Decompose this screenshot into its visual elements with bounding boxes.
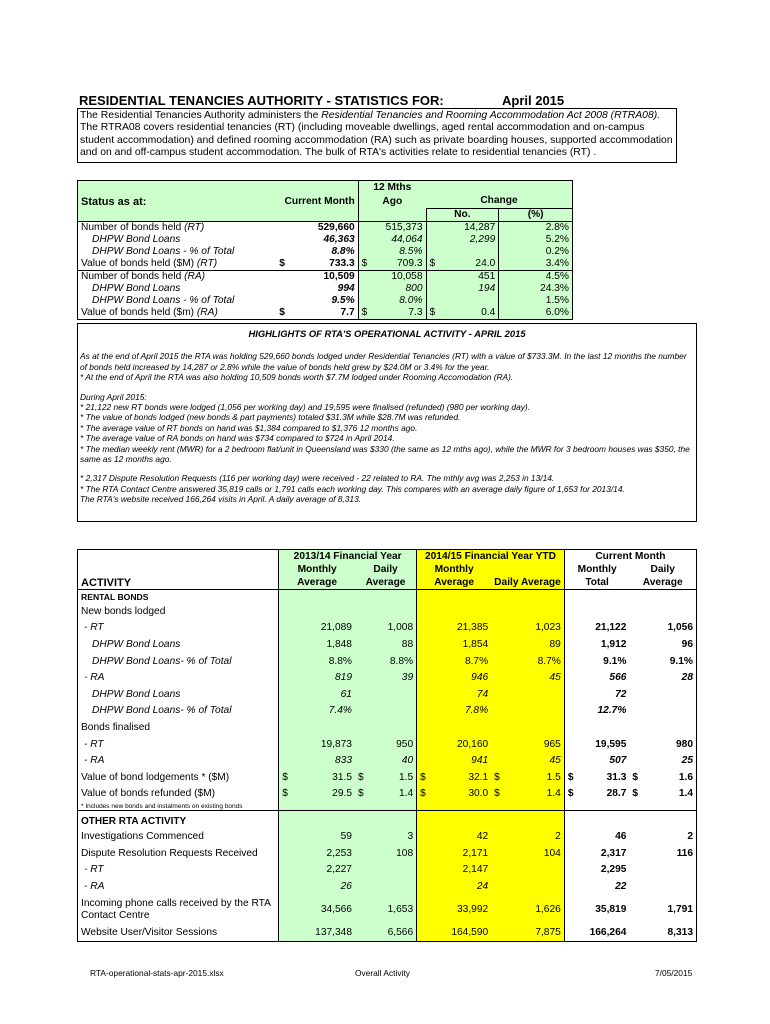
- row-value: [564, 603, 629, 620]
- row-value: 950: [355, 736, 417, 753]
- rental-bond-row: [78, 736, 697, 753]
- row-value: 137,348: [279, 925, 355, 942]
- row-value: 2,147: [417, 861, 492, 878]
- row-value: 980: [629, 736, 696, 753]
- row-value: 1,791: [629, 895, 696, 925]
- highlight-para: * The average value of RT bonds on hand was $1,384 compared to $1,376 12 months ago.: [80, 422, 418, 433]
- row-value: [355, 878, 417, 895]
- rental-bond-row: [78, 603, 697, 620]
- row-label: - RT: [78, 736, 279, 753]
- row-value: [491, 703, 564, 720]
- status-change-pct: 24.3%: [499, 283, 573, 295]
- row-value: $ 1.4: [491, 786, 564, 803]
- row-value: $ 31.3: [564, 769, 629, 786]
- status-change-no: 451: [426, 271, 499, 284]
- row-value: 1,056: [629, 620, 696, 637]
- status-current: 9.5%: [276, 295, 358, 307]
- row-value: 2: [491, 828, 564, 845]
- row-value: 2,295: [564, 861, 629, 878]
- status-change-pct: 0.2%: [499, 246, 573, 258]
- intro-text: The Residential Tenancies Authority administers the Residential Tenancies and Rooming Accommodation Act 2008 (RTRA08). The RTRA08 covers residential tenancies (RT) (including moveable dwellings, aged rental accommodation and on-campus student accommodation) and defined rooming accommodation (RA) such as private boarding houses, supported accommodation and on and off-campus student accommodation. The bulk of RTA's activities relate to residential tenancies (RT) .: [77, 108, 677, 163]
- row-value: 833: [279, 752, 355, 769]
- row-value: [491, 861, 564, 878]
- row-value: 946: [417, 669, 492, 686]
- row-value: 1,008: [355, 620, 417, 637]
- highlight-para: * 2,317 Dispute Resolution Requests (116 per working day) were received - 22 related to RA. The mthly avg was 2,253 in 13/14.: [80, 473, 555, 484]
- row-value: $ 1.4: [355, 786, 417, 803]
- status-row: [78, 283, 573, 295]
- col-12m-header: 12 Mths: [358, 181, 426, 195]
- row-label: DHPW Bond Loans: [78, 686, 279, 703]
- row-value: 61: [279, 686, 355, 703]
- highlight-para: * The value of bonds lodged (new bonds & part payments) totaled $31.3M while $28.7M was refunded.: [80, 412, 461, 423]
- row-value: $ 28.7: [564, 786, 629, 803]
- row-value: 108: [355, 845, 417, 862]
- status-row: [78, 246, 573, 258]
- highlight-para: * At the end of April the RTA was also holding 10,509 bonds worth $7.7M lodged under Rooming Accomodation (RA).: [80, 372, 514, 383]
- row-value: 28: [629, 669, 696, 686]
- row-value: 7.4%: [279, 703, 355, 720]
- status-current: 46,363: [276, 234, 358, 246]
- row-value: 24: [417, 878, 492, 895]
- row-value: 21,385: [417, 620, 492, 637]
- row-value: 164,590: [417, 925, 492, 942]
- status-ago: 8.5%: [358, 246, 426, 258]
- row-value: [355, 861, 417, 878]
- row-value: 1,848: [279, 636, 355, 653]
- footer-sheet: Overall Activity: [355, 968, 410, 978]
- rental-bond-row: [78, 786, 697, 803]
- row-value: 8.8%: [279, 653, 355, 670]
- row-value: 1,023: [491, 620, 564, 637]
- status-current: $ 733.3: [276, 258, 358, 271]
- row-label: - RA: [78, 752, 279, 769]
- row-label: - RA: [78, 669, 279, 686]
- row-label: - RA: [78, 878, 279, 895]
- row-value: $ 32.1: [417, 769, 492, 786]
- row-label: Investigations Commenced: [78, 828, 279, 845]
- row-value: 25: [629, 752, 696, 769]
- status-ago: $ 709.3: [358, 258, 426, 271]
- row-value: [355, 703, 417, 720]
- row-label: Value of bonds refunded ($M): [78, 786, 279, 803]
- section-rental-bonds: RENTAL BONDS: [78, 590, 279, 604]
- status-ago: 515,373: [358, 222, 426, 235]
- row-label: Website User/Visitor Sessions: [78, 925, 279, 942]
- status-ago: $ 7.3: [358, 307, 426, 320]
- status-row-label: Value of bonds held ($m) (RA): [78, 307, 277, 320]
- row-value: 819: [279, 669, 355, 686]
- status-change-no: [426, 246, 499, 258]
- row-value: 19,595: [564, 736, 629, 753]
- row-value: 8,313: [629, 925, 696, 942]
- status-row-label: Value of bonds held ($M) (RT): [78, 258, 277, 271]
- row-value: 34,566: [279, 895, 355, 925]
- row-value: [629, 703, 696, 720]
- status-row: [78, 295, 573, 307]
- status-row-label: DHPW Bond Loans - % of Total: [78, 246, 277, 258]
- highlight-para: * The median weekly rent (MWR) for a 2 bedroom flat/unit in Queensland was $330 (the same as 12 mths ago), while the MWR for 3 bedroom houses was $350, the same as 12 months ago.: [80, 443, 690, 465]
- row-value: [629, 686, 696, 703]
- row-value: 1,626: [491, 895, 564, 925]
- rental-bond-row: [78, 769, 697, 786]
- row-value: 96: [629, 636, 696, 653]
- page-title: RESIDENTIAL TENANCIES AUTHORITY - STATISTICS FOR:: [79, 93, 444, 108]
- rental-bond-row: [78, 669, 697, 686]
- row-value: 89: [491, 636, 564, 653]
- highlights-heading: HIGHLIGHTS OF RTA'S OPERATIONAL ACTIVITY - APRIL 2015: [248, 328, 526, 339]
- row-value: [629, 878, 696, 895]
- row-value: 566: [564, 669, 629, 686]
- row-value: 2,317: [564, 845, 629, 862]
- rental-bond-row: [78, 653, 697, 670]
- row-value: 88: [355, 636, 417, 653]
- status-ago: 44,064: [358, 234, 426, 246]
- highlight-para: As at the end of April 2015 the RTA was holding 529,660 bonds lodged under Residential Tenancies (RT) with a value of $733.3M. In the last 12 months the number of bonds held increased by 14,287 or 2.8% while the value of bonds held grew by $24.0M or 3.4% for the year.: [80, 351, 687, 372]
- row-value: 104: [491, 845, 564, 862]
- row-value: [355, 603, 417, 620]
- row-value: 46: [564, 828, 629, 845]
- status-row: [78, 258, 573, 271]
- status-change-no: [426, 295, 499, 307]
- row-label: Value of bond lodgements * ($M): [78, 769, 279, 786]
- other-activity-row: [78, 861, 697, 878]
- rental-bond-row: [78, 620, 697, 637]
- highlight-para: * The RTA Contact Centre answered 35,819 calls or 1,791 calls each working day. This compares with an average daily figure of 1,653 for 2013/14.: [80, 483, 625, 494]
- row-value: [279, 603, 355, 620]
- row-value: $ 31.5: [279, 769, 355, 786]
- row-value: 2,253: [279, 845, 355, 862]
- row-value: [629, 719, 696, 736]
- status-change-pct: 5.2%: [499, 234, 573, 246]
- row-value: 2,227: [279, 861, 355, 878]
- status-change-no: 194: [426, 283, 499, 295]
- row-value: [279, 719, 355, 736]
- row-label: Bonds finalised: [78, 719, 279, 736]
- highlights-box: [77, 323, 697, 522]
- row-value: $ 1.6: [629, 769, 696, 786]
- row-value: 965: [491, 736, 564, 753]
- fy2-header: 2014/15 Financial Year YTD: [417, 550, 565, 564]
- row-value: [355, 719, 417, 736]
- other-activity-row: [78, 845, 697, 862]
- row-value: [491, 719, 564, 736]
- status-label: Status as at:: [78, 195, 277, 209]
- row-value: 20,160: [417, 736, 492, 753]
- row-value: 2: [629, 828, 696, 845]
- status-change-pct: 4.5%: [499, 271, 573, 284]
- row-value: 6,566: [355, 925, 417, 942]
- row-value: 45: [491, 669, 564, 686]
- row-label: Dispute Resolution Requests Received: [78, 845, 279, 862]
- row-value: [629, 603, 696, 620]
- row-value: 8.7%: [417, 653, 492, 670]
- row-value: 3: [355, 828, 417, 845]
- rental-bond-row: [78, 752, 697, 769]
- row-value: 1,653: [355, 895, 417, 925]
- row-value: 59: [279, 828, 355, 845]
- rental-bond-row: [78, 636, 697, 653]
- row-label: DHPW Bond Loans- % of Total: [78, 653, 279, 670]
- row-value: 42: [417, 828, 492, 845]
- col-no: No.: [426, 209, 499, 222]
- row-value: 74: [417, 686, 492, 703]
- row-label: - RT: [78, 620, 279, 637]
- row-value: 19,873: [279, 736, 355, 753]
- highlight-para: * The average value of RA bonds on hand was $734 compared to $724 in April 2014.: [80, 433, 395, 444]
- report-period: April 2015: [502, 93, 565, 108]
- status-change-pct: 1.5%: [499, 295, 573, 307]
- row-value: $ 30.0: [417, 786, 492, 803]
- row-value: 166,264: [564, 925, 629, 942]
- row-value: 12.7%: [564, 703, 629, 720]
- status-table: 12 Mths Status as at: Current Month Ago Change No. (%) Number of bonds held (RT) 529,660 515,373 14,287 2.8% DHPW Bond Loans 46,363 44,064 2,299 5.2% DHPW Bond Loans - % of Total 8.8% 8.5% 0.2% Value of bonds held ($M) (RT) $ 733.3 $ 709.3 $ 24.0 3.4% Number of bonds held (RA) 10,509 10,058 451 4.5% DHPW Bond Loans 994 800 194 24.3% DHPW Bond Loans - % of Total 9.5% 8.0% 1.5% Value of bonds held ($m) (RA) $ 7.7 $ 7.3 $ 0.4 6.0%: [77, 180, 573, 320]
- row-value: 26: [279, 878, 355, 895]
- footnote: * Includes new bonds and instalments on existing bonds: [78, 802, 279, 811]
- status-row-label: DHPW Bond Loans: [78, 234, 277, 246]
- status-change-no: 14,287: [426, 222, 499, 235]
- section-other: OTHER RTA ACTIVITY: [78, 811, 279, 829]
- fy1-header: 2013/14 Financial Year: [279, 550, 417, 564]
- row-label: DHPW Bond Loans: [78, 636, 279, 653]
- activity-table: 2013/14 Financial Year 2014/15 Financial Year YTD Current Month Monthly Daily Monthly Monthly Daily ACTIVITY Average Average Average Daily Average Total Average RENTAL BONDS New bonds lodged - RT 21,089 1,008 21,385 1,023 21,122 1,056 DHPW Bond Loans 1,848 88 1,854 89 1,912 96 DHPW Bond Loans- % of Total 8.8% 8.8% 8.7% 8.7% 9.1% 9.1% - RA 819 39 946 45 566 28 DHPW Bond Loans 61 74 72 DHPW Bond Loans- % of Total 7.4% 7.8% 12.7% Bonds finalised - RT 19,873 950 20,160 965 19,595 980 - RA 833 40 941 45 507 25 Value of bond lodgements * ($M) $ 31.5 $ 1.5 $ 32.1 $ 1.5 $ 31.3 $ 1.6 Value of bonds refunded ($M) $ 29.5 $ 1.4 $ 30.0 $ 1.4 $ 28.7 $ 1.4 * Includes new bonds and instalments on existing bonds OTHER RTA ACTIVITY Investigations Commenced 59 3 42 2 46 2 Dispute Resolution Requests Received 2,253 108 2,171 104 2,317 116 - RT 2,227 2,147 2,295 - RA 26 24 22 Incoming phone calls received by the RTA Contact Centre 34,566 1,653 33,992 1,626 35,819 1,791 Website User/Visitor Sessions 137,348 6,566 164,590 7,875 166,264 8,313: [77, 549, 697, 942]
- row-label: Incoming phone calls received by the RTA Contact Centre: [78, 895, 279, 925]
- row-value: [491, 686, 564, 703]
- row-value: [355, 686, 417, 703]
- activity-label: ACTIVITY: [78, 576, 279, 590]
- status-change-no: $ 24.0: [426, 258, 499, 271]
- row-value: 507: [564, 752, 629, 769]
- row-value: $ 1.5: [355, 769, 417, 786]
- row-value: $ 29.5: [279, 786, 355, 803]
- row-value: 1,854: [417, 636, 492, 653]
- status-row-label: Number of bonds held (RT): [78, 222, 277, 235]
- status-ago: 10,058: [358, 271, 426, 284]
- footer-date: 7/05/2015: [655, 968, 693, 978]
- row-value: 21,089: [279, 620, 355, 637]
- footer-filename: RTA-operational-stats-apr-2015.xlsx: [90, 968, 224, 978]
- row-value: [491, 878, 564, 895]
- row-value: 116: [629, 845, 696, 862]
- row-value: 7.8%: [417, 703, 492, 720]
- col-pct: (%): [499, 209, 573, 222]
- status-row-label: DHPW Bond Loans - % of Total: [78, 295, 277, 307]
- row-value: 35,819: [564, 895, 629, 925]
- status-row-label: Number of bonds held (RA): [78, 271, 277, 284]
- col-change: Change: [426, 195, 573, 209]
- status-row: [78, 222, 573, 235]
- status-ago: 800: [358, 283, 426, 295]
- row-value: 33,992: [417, 895, 492, 925]
- status-current: 8.8%: [276, 246, 358, 258]
- row-value: 72: [564, 686, 629, 703]
- status-ago: 8.0%: [358, 295, 426, 307]
- status-change-pct: 3.4%: [499, 258, 573, 271]
- status-row-label: DHPW Bond Loans: [78, 283, 277, 295]
- highlight-para: * 21,122 new RT bonds were lodged (1,056 per working day) and 19,595 were finalised (refunded) (980 per working day).: [80, 402, 531, 413]
- rental-bond-row: [78, 703, 697, 720]
- row-value: [417, 603, 492, 620]
- status-current: $ 7.7: [276, 307, 358, 320]
- other-activity-row: [78, 878, 697, 895]
- highlight-para: The RTA's website received 166,264 visits in April. A daily average of 8,313.: [80, 494, 362, 505]
- row-value: 8.7%: [491, 653, 564, 670]
- status-current: 994: [276, 283, 358, 295]
- row-value: $ 1.5: [491, 769, 564, 786]
- row-value: [629, 861, 696, 878]
- row-value: [417, 719, 492, 736]
- row-value: 9.1%: [629, 653, 696, 670]
- row-value: 941: [417, 752, 492, 769]
- status-row: [78, 271, 573, 284]
- row-value: 21,122: [564, 620, 629, 637]
- row-value: $ 1.4: [629, 786, 696, 803]
- status-current: 529,660: [276, 222, 358, 235]
- cm-header: Current Month: [564, 550, 696, 564]
- other-activity-row: [78, 895, 697, 925]
- row-value: [564, 719, 629, 736]
- row-value: 8.8%: [355, 653, 417, 670]
- status-change-pct: 6.0%: [499, 307, 573, 320]
- row-value: 9.1%: [564, 653, 629, 670]
- row-value: 2,171: [417, 845, 492, 862]
- status-row: [78, 234, 573, 246]
- row-value: 40: [355, 752, 417, 769]
- row-value: 39: [355, 669, 417, 686]
- other-activity-row: [78, 925, 697, 942]
- row-value: 45: [491, 752, 564, 769]
- row-label: - RT: [78, 861, 279, 878]
- status-change-pct: 2.8%: [499, 222, 573, 235]
- status-current: 10,509: [276, 271, 358, 284]
- row-value: 1,912: [564, 636, 629, 653]
- highlight-para: During April 2015:: [80, 391, 147, 402]
- row-label: New bonds lodged: [78, 603, 279, 620]
- row-value: 22: [564, 878, 629, 895]
- status-change-no: $ 0.4: [426, 307, 499, 320]
- row-value: 7,875: [491, 925, 564, 942]
- other-activity-row: [78, 828, 697, 845]
- status-row: [78, 307, 573, 320]
- col-current-month: Current Month: [276, 195, 358, 209]
- status-change-no: 2,299: [426, 234, 499, 246]
- rental-bond-row: [78, 719, 697, 736]
- row-label: DHPW Bond Loans- % of Total: [78, 703, 279, 720]
- row-value: [491, 603, 564, 620]
- rental-bond-row: [78, 686, 697, 703]
